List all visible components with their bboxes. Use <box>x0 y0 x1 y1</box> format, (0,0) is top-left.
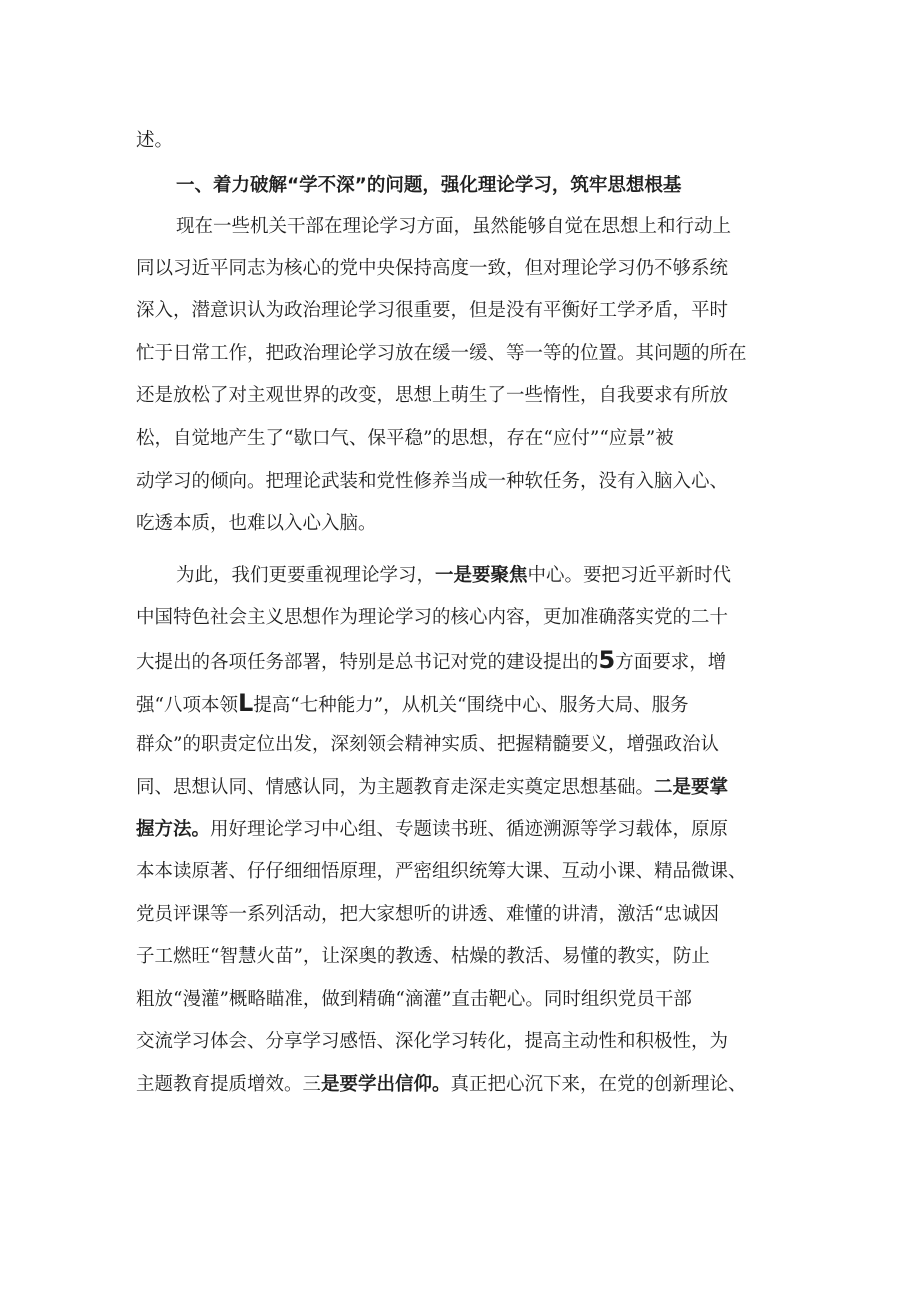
large-digit: 5 <box>598 646 616 674</box>
text-line: 还是放松了对主观世界的改变，思想上萌生了一些惰性，自我要求有所放 <box>136 385 729 406</box>
text-line: 忙于日常工作，把政治理论学习放在缓一缓、等一等的位置。其问题的所在 <box>136 343 747 364</box>
text-line: 群众”的职责定位出发，深刻领会精神实质、把握精髓要义，增强政治认 <box>136 734 719 755</box>
bold-phrase: 一是要聚焦 <box>435 565 528 586</box>
text-line: 党员评课等一系列活动，把大家想听的讲透、难懂的讲清，激活“忠诚因 <box>136 904 719 925</box>
text-line: 交流学习体会、分享学习感悟、深化学习转化，提高主动性和积极性，为 <box>136 1031 729 1052</box>
text-line: 吃透本质，也难以入心入脑。 <box>136 513 377 534</box>
text-line: 同以习近平同志为核心的党中央保持高度一致，但对理论学习仍不够系统 <box>136 258 729 279</box>
text-line: 为此，我们更要重视理论学习，一是要聚焦中心。要把习近平新时代 <box>176 565 732 586</box>
text-line: 松，自觉地产生了“歇口气、保平稳”的思想，存在“应付”“应景”被 <box>136 428 674 449</box>
text-line: 本本读原著、仔仔细细悟原理，严密组织统筹大课、互动小课、精品微课、 <box>136 861 747 882</box>
large-letter: L <box>237 689 254 717</box>
text-line: 动学习的倾向。把理论武装和党性修养当成一种软任务，没有入脑入心、 <box>136 471 729 492</box>
text-line: 中国特色社会主义思想作为理论学习的核心内容，更加准确落实党的二十 <box>136 607 729 628</box>
text-line: 述。 <box>136 130 174 151</box>
text-line: 现在一些机关干部在理论学习方面，虽然能够自觉在思想上和行动上 <box>176 216 732 237</box>
text-line: 强“八项本领L提高“七种能力”，从机关“围绕中心、服务大局、服务 <box>136 689 689 717</box>
text-line: 深入，潜意识认为政治理论学习很重要，但是没有平衡好工学矛盾，平时 <box>136 300 729 321</box>
text-line: 粗放“漫灌”概略瞄准，做到精确“滴灌”直击靶心。同时组织党员干部 <box>136 989 692 1010</box>
bold-phrase: 握方法。 <box>136 819 211 840</box>
text-line: 大提出的各项任务部署，特别是总书记对党的建设提出的5方面要求，增 <box>136 646 727 674</box>
text-line: 子工燃旺“智慧火苗”，让深奥的教透、枯燥的教活、易懂的教实，防止 <box>136 946 710 967</box>
bold-phrase: 二是要掌 <box>654 777 729 798</box>
text-line: 握方法。用好理论学习中心组、专题读书班、循迹溯源等学习载体，原原 <box>136 819 729 840</box>
text-line: 同、思想认同、情感认同，为主题教育走深走实奠定思想基础。二是要掌 <box>136 777 729 798</box>
section-heading: 一、着力破解“学不深”的问题，强化理论学习，筑牢思想根基 <box>176 175 682 196</box>
text-line: 主题教育提质增效。三是要学出信仰。真正把心沉下来，在党的创新理论、 <box>136 1074 747 1095</box>
bold-phrase: 是要学出信仰。 <box>321 1074 451 1095</box>
